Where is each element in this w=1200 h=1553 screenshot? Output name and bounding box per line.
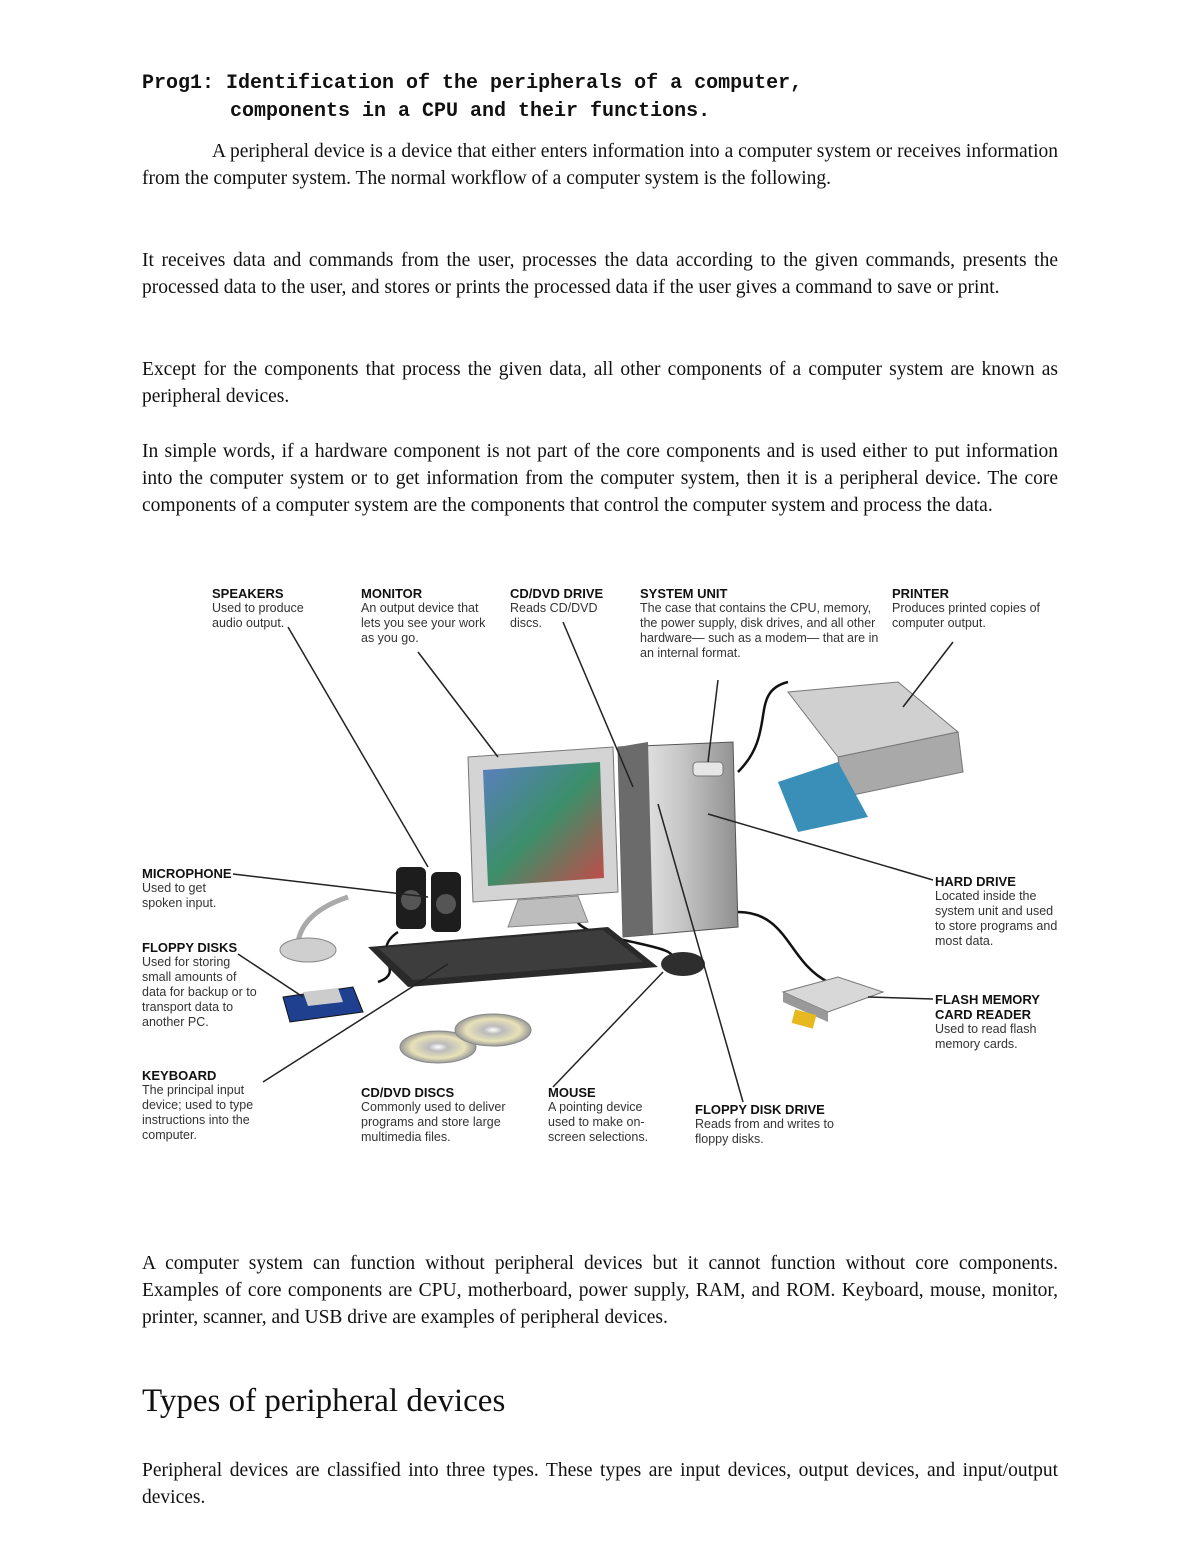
label-cd-dvd-drive	[510, 586, 610, 631]
label-floppy-disks-desc: Used for storing small amounts of data for backup or to transport data to another PC.	[142, 955, 257, 1029]
label-microphone-desc: Used to get spoken input.	[142, 881, 217, 910]
label-cd-dvd-drive-title: CD/DVD DRIVE	[510, 586, 604, 601]
section-heading: Types of peripheral devices	[142, 1383, 506, 1419]
label-flash-memory-card-reader	[935, 992, 1060, 1052]
label-cd-dvd-discs-title: CD/DVD DISCS	[361, 1085, 455, 1100]
label-mouse-title: MOUSE	[548, 1085, 596, 1100]
label-cd-dvd-drive-desc: Reads CD/DVD discs.	[510, 601, 598, 630]
label-printer-title: PRINTER	[892, 586, 950, 601]
label-flash-reader-desc: Used to read flash memory cards.	[935, 1022, 1037, 1051]
cd-discs-shape	[400, 1014, 531, 1063]
label-floppy-disk-drive-desc: Reads from and writes to floppy disks.	[695, 1117, 834, 1146]
label-printer	[892, 586, 1042, 631]
monitor-shape	[468, 747, 618, 927]
label-microphone-title: MICROPHONE	[142, 866, 232, 881]
microphone-shape	[280, 897, 348, 962]
label-hard-drive-desc: Located inside the system unit and used to store programs and most data.	[935, 889, 1058, 948]
label-monitor	[361, 586, 491, 646]
paragraph-4: In simple words, if a hardware component is not part of the core components and is used either to put information into the computer system or to get information from the computer system, then it is a peripheral device. The core components of a computer system are the components that control the computer system and process the data.	[142, 441, 1058, 517]
paragraph-1: A peripheral device is a device that either enters information into a computer system or receives information from the computer system. The normal workflow of a computer system is the following.	[142, 141, 1058, 190]
label-keyboard-title: KEYBOARD	[142, 1068, 217, 1083]
computer-system-figure	[138, 582, 1068, 1162]
label-cd-dvd-discs-desc: Commonly used to deliver programs and store large multimedia files.	[361, 1100, 506, 1144]
label-floppy-disks-title: FLOPPY DISKS	[142, 940, 238, 955]
paragraph-6: Peripheral devices are classified into three types. These types are input devices, output devices, and input/output devices.	[142, 1460, 1058, 1509]
card-reader-shape	[783, 977, 883, 1029]
label-monitor-desc: An output device that lets you see your work as you go.	[361, 601, 486, 645]
label-floppy-disks	[142, 940, 257, 1030]
label-keyboard	[142, 1068, 267, 1143]
paragraph-5: A computer system can function without peripheral devices but it cannot function without core components. Examples of core components are CPU, motherboard, power supply, RAM, and ROM. Keyboard, mouse, monitor, printer, scanner, and USB drive are examples of peripheral devices.	[142, 1253, 1058, 1329]
label-flash-reader-title: FLASH MEMORY CARD READER	[935, 992, 1040, 1022]
mouse-shape	[661, 952, 705, 976]
title-line-2: components in a CPU and their functions.	[230, 100, 711, 123]
speakers-shape	[396, 867, 461, 932]
printer-shape	[778, 682, 963, 832]
label-microphone	[142, 866, 237, 911]
label-printer-desc: Produces printed copies of computer output.	[892, 601, 1041, 630]
keyboard-shape	[368, 927, 658, 987]
label-speakers	[212, 586, 322, 631]
label-mouse	[548, 1085, 668, 1145]
label-system-unit	[640, 586, 880, 661]
label-floppy-disk-drive-title: FLOPPY DISK DRIVE	[695, 1102, 825, 1117]
document-title	[142, 70, 802, 126]
label-hard-drive-title: HARD DRIVE	[935, 874, 1016, 889]
label-floppy-disk-drive	[695, 1102, 835, 1147]
label-hard-drive	[935, 874, 1065, 949]
label-speakers-title: SPEAKERS	[212, 586, 284, 601]
computer-illustration	[138, 582, 1068, 1162]
label-speakers-desc: Used to produce audio output.	[212, 601, 304, 630]
label-system-unit-title: SYSTEM UNIT	[640, 586, 728, 601]
title-line-1: Prog1: Identification of the peripherals of a computer,	[142, 72, 803, 95]
label-system-unit-desc: The case that contains the CPU, memory, the power supply, disk drives, and all other hardware— such as a modem— that are in an internal format.	[640, 601, 879, 660]
label-mouse-desc: A pointing device used to make on-screen selections.	[548, 1100, 649, 1144]
label-monitor-title: MONITOR	[361, 586, 423, 601]
paragraph-2: It receives data and commands from the user, processes the data according to the given commands, presents the processed data to the user, and stores or prints the processed data if the user gives a command to save or print.	[142, 250, 1058, 299]
paragraph-3: Except for the components that process the given data, all other components of a computer system are known as peripheral devices.	[142, 359, 1058, 408]
label-cd-dvd-discs	[361, 1085, 521, 1145]
label-keyboard-desc: The principal input device; used to type instructions into the computer.	[142, 1083, 254, 1142]
system-unit-tower	[618, 742, 738, 937]
